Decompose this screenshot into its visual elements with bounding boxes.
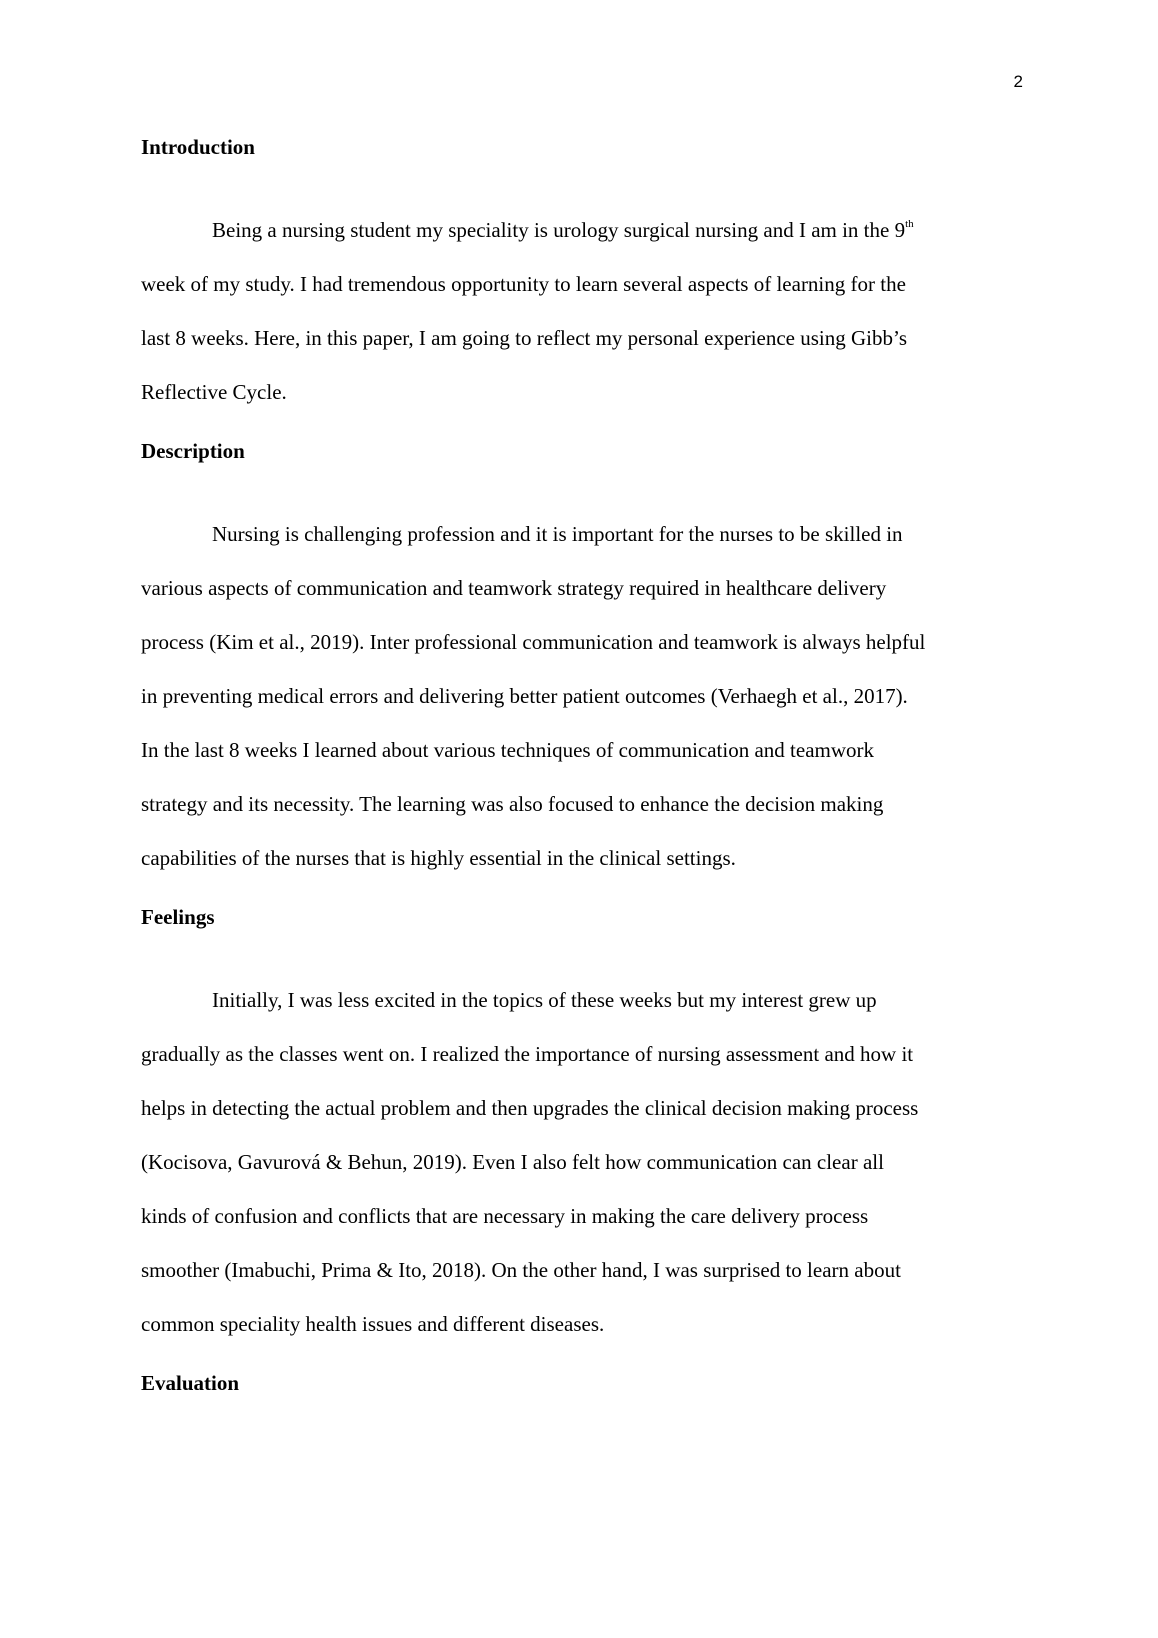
section-heading-feelings: Feelings	[141, 905, 215, 929]
paragraph-line: gradually as the classes went on. I realized the importance of nursing assessment and how it	[141, 1042, 914, 1066]
paragraph-line: various aspects of communication and teamwork strategy required in healthcare delivery	[141, 576, 887, 600]
paragraph-line: Being a nursing student my speciality is urology surgical nursing and I am in the 9th	[212, 218, 914, 242]
paragraph-line: capabilities of the nurses that is highly essential in the clinical settings.	[141, 846, 736, 870]
paragraph-line: kinds of confusion and conflicts that are necessary in making the care delivery process	[141, 1204, 869, 1228]
paragraph-line: Reflective Cycle.	[141, 380, 287, 404]
paragraph-line: smoother (Imabuchi, Prima & Ito, 2018). On the other hand, I was surprised to learn about	[141, 1258, 901, 1282]
paragraph-line: common speciality health issues and different diseases.	[141, 1312, 605, 1336]
paragraph-introduction	[141, 203, 1026, 419]
paragraph-description	[141, 507, 1026, 885]
paragraph-feelings	[141, 973, 1026, 1351]
paragraph-line: week of my study. I had tremendous opportunity to learn several aspects of learning for the	[141, 272, 906, 296]
paragraph-line: Initially, I was less excited in the topics of these weeks but my interest grew up	[212, 988, 877, 1012]
paragraph-line: Nursing is challenging profession and it is important for the nurses to be skilled in	[212, 522, 903, 546]
section-heading-evaluation: Evaluation	[141, 1371, 240, 1395]
paragraph-line: last 8 weeks. Here, in this paper, I am going to reflect my personal experience using Gibb’s	[141, 326, 908, 350]
ordinal-superscript: th	[905, 218, 914, 230]
section-heading-description: Description	[141, 439, 245, 463]
paragraph-line: in preventing medical errors and delivering better patient outcomes (Verhaegh et al., 2017).	[141, 684, 908, 708]
paragraph-line: helps in detecting the actual problem and then upgrades the clinical decision making process	[141, 1096, 919, 1120]
paragraph-line: strategy and its necessity. The learning was also focused to enhance the decision making	[141, 792, 884, 816]
section-heading-introduction: Introduction	[141, 135, 255, 159]
paragraph-line: (Kocisova, Gavurová & Behun, 2019). Even I also felt how communication can clear all	[141, 1150, 884, 1174]
document-body	[141, 133, 1026, 1439]
page-number: 2	[1013, 72, 1023, 91]
paragraph-line: process (Kim et al., 2019). Inter professional communication and teamwork is always helpful	[141, 630, 926, 654]
paragraph-line: In the last 8 weeks I learned about various techniques of communication and teamwork	[141, 738, 875, 762]
